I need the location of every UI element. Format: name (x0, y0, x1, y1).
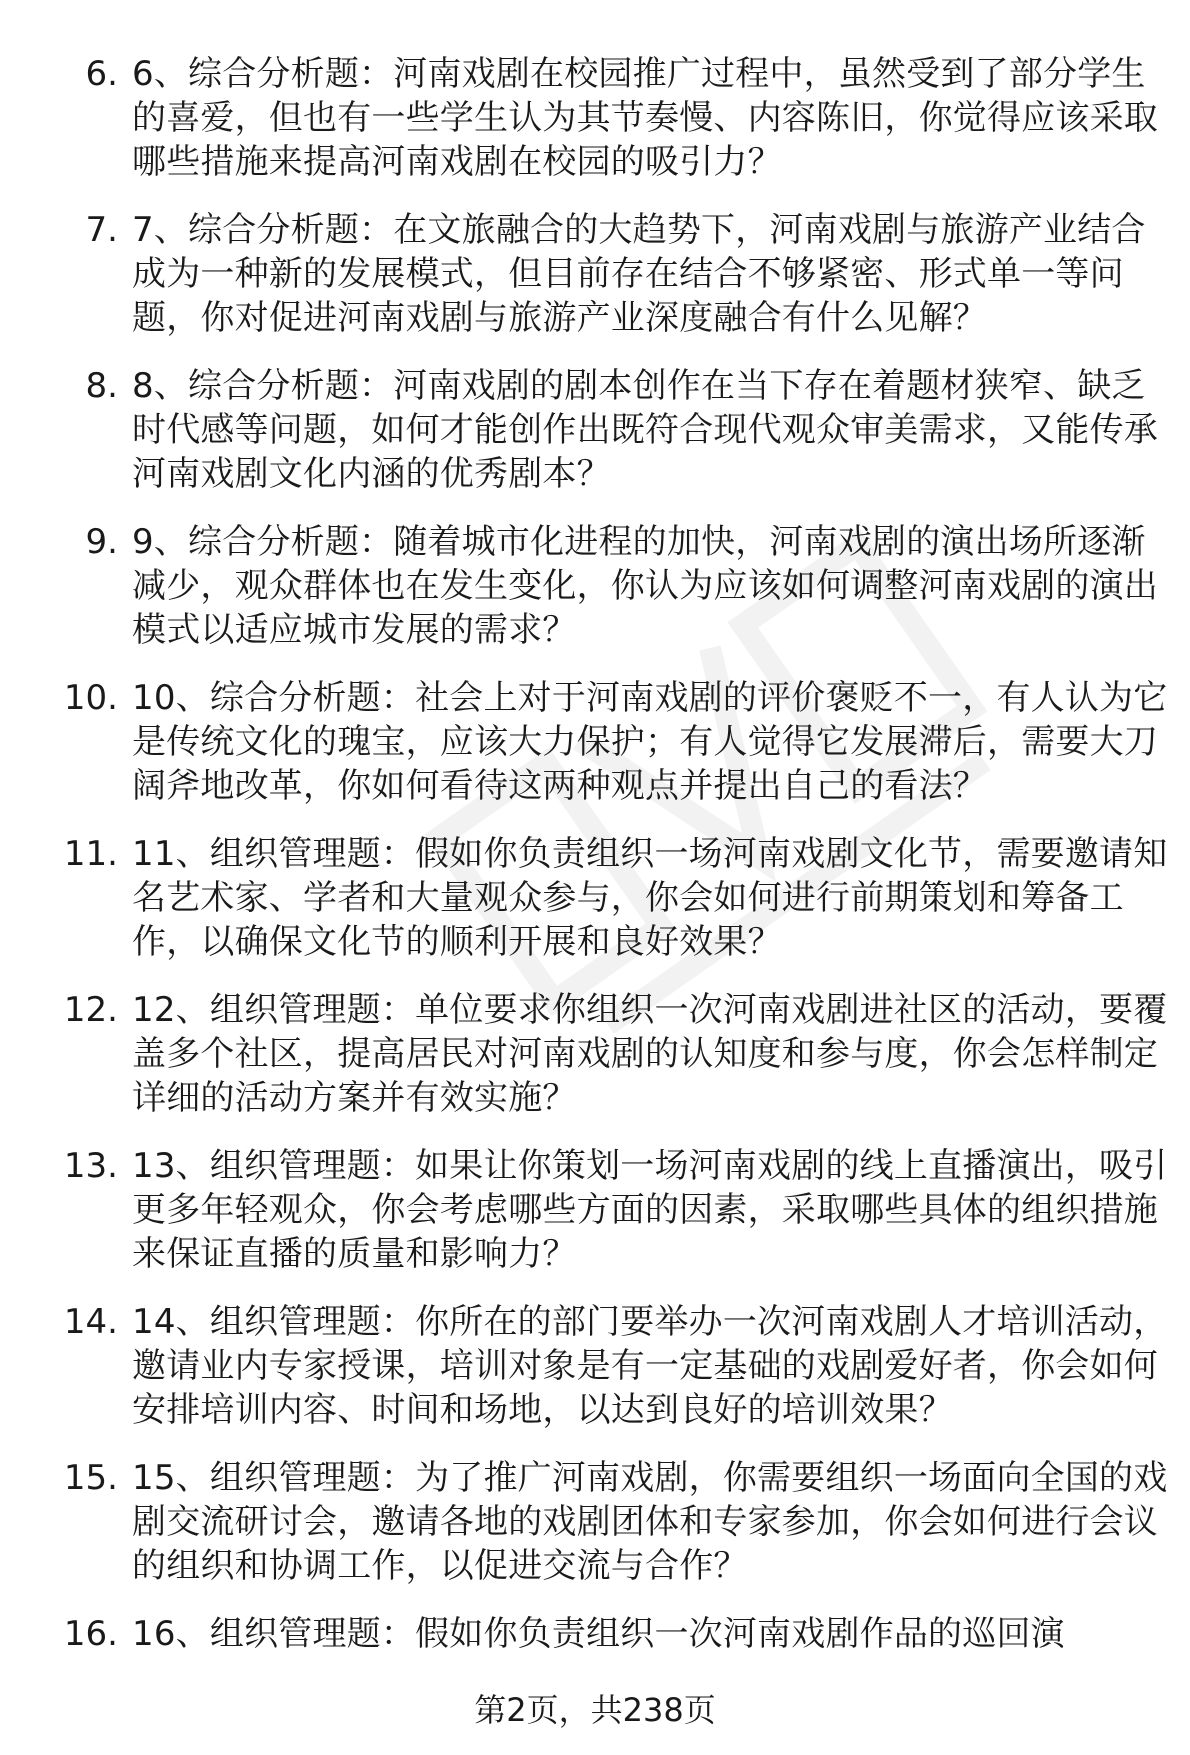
question-text: 9、综合分析题：随着城市化进程的加快，河南戏剧的演出场所逐渐减少，观众群体也在发生变化，你认为应该如何调整河南戏剧的演出模式以适应城市发展的需求？ (132, 522, 1158, 650)
question-number: 7. (85, 210, 118, 250)
question-number: 10. (63, 678, 118, 718)
question-text: 16、组织管理题：假如你负责组织一次河南戏剧作品的巡回演 (132, 1614, 1065, 1654)
question-list (60, 52, 1170, 1680)
question-text: 6、综合分析题：河南戏剧在校园推广过程中，虽然受到了部分学生的喜爱，但也有一些学生认为其节奏慢、内容陈旧，你觉得应该采取哪些措施来提高河南戏剧在校园的吸引力？ (132, 54, 1158, 182)
question-item (60, 520, 1170, 652)
question-item (60, 676, 1170, 808)
question-text: 14、组织管理题：你所在的部门要举办一次河南戏剧人才培训活动，邀请业内专家授课，培训对象是有一定基础的戏剧爱好者，你会如何安排培训内容、时间和场地，以达到良好的培训效果？ (132, 1302, 1168, 1430)
question-number: 13. (63, 1146, 118, 1186)
question-item (60, 1612, 1170, 1656)
question-item (60, 1300, 1170, 1432)
question-item (60, 1144, 1170, 1276)
question-item (60, 52, 1170, 184)
question-text: 10、综合分析题：社会上对于河南戏剧的评价褒贬不一，有人认为它是传统文化的瑰宝，应该大力保护；有人觉得它发展滞后，需要大刀阔斧地改革，你如何看待这两种观点并提出自己的看法？ (132, 678, 1168, 806)
question-number: 8. (85, 366, 118, 406)
question-number: 16. (63, 1614, 118, 1654)
question-number: 15. (63, 1458, 118, 1498)
question-text: 8、综合分析题：河南戏剧的剧本创作在当下存在着题材狭窄、缺乏时代感等问题，如何才能创作出既符合现代观众审美需求，又能传承河南戏剧文化内涵的优秀剧本？ (132, 366, 1158, 494)
question-text: 13、组织管理题：如果让你策划一场河南戏剧的线上直播演出，吸引更多年轻观众，你会考虑哪些方面的因素，采取哪些具体的组织措施来保证直播的质量和影响力？ (132, 1146, 1168, 1274)
question-number: 11. (63, 834, 118, 874)
question-item (60, 364, 1170, 496)
question-text: 15、组织管理题：为了推广河南戏剧，你需要组织一场面向全国的戏剧交流研讨会，邀请各地的戏剧团体和专家参加，你会如何进行会议的组织和协调工作，以促进交流与合作？ (132, 1458, 1168, 1586)
question-text: 12、组织管理题：单位要求你组织一次河南戏剧进社区的活动，要覆盖多个社区，提高居民对河南戏剧的认知度和参与度，你会怎样制定详细的活动方案并有效实施？ (132, 990, 1168, 1118)
question-text: 7、综合分析题：在文旅融合的大趋势下，河南戏剧与旅游产业结合成为一种新的发展模式，但目前存在结合不够紧密、形式单一等问题，你对促进河南戏剧与旅游产业深度融合有什么见解？ (132, 210, 1146, 338)
question-number: 14. (63, 1302, 118, 1342)
question-item (60, 208, 1170, 340)
question-number: 6. (85, 54, 118, 94)
question-item (60, 1456, 1170, 1588)
page-footer: 第2页，共238页 (474, 1691, 716, 1729)
question-item (60, 988, 1170, 1120)
question-number: 9. (85, 522, 118, 562)
question-number: 12. (63, 990, 118, 1030)
question-item (60, 832, 1170, 964)
question-text: 11、组织管理题：假如你负责组织一场河南戏剧文化节，需要邀请知名艺术家、学者和大量观众参与，你会如何进行前期策划和筹备工作，以确保文化节的顺利开展和良好效果？ (132, 834, 1168, 962)
